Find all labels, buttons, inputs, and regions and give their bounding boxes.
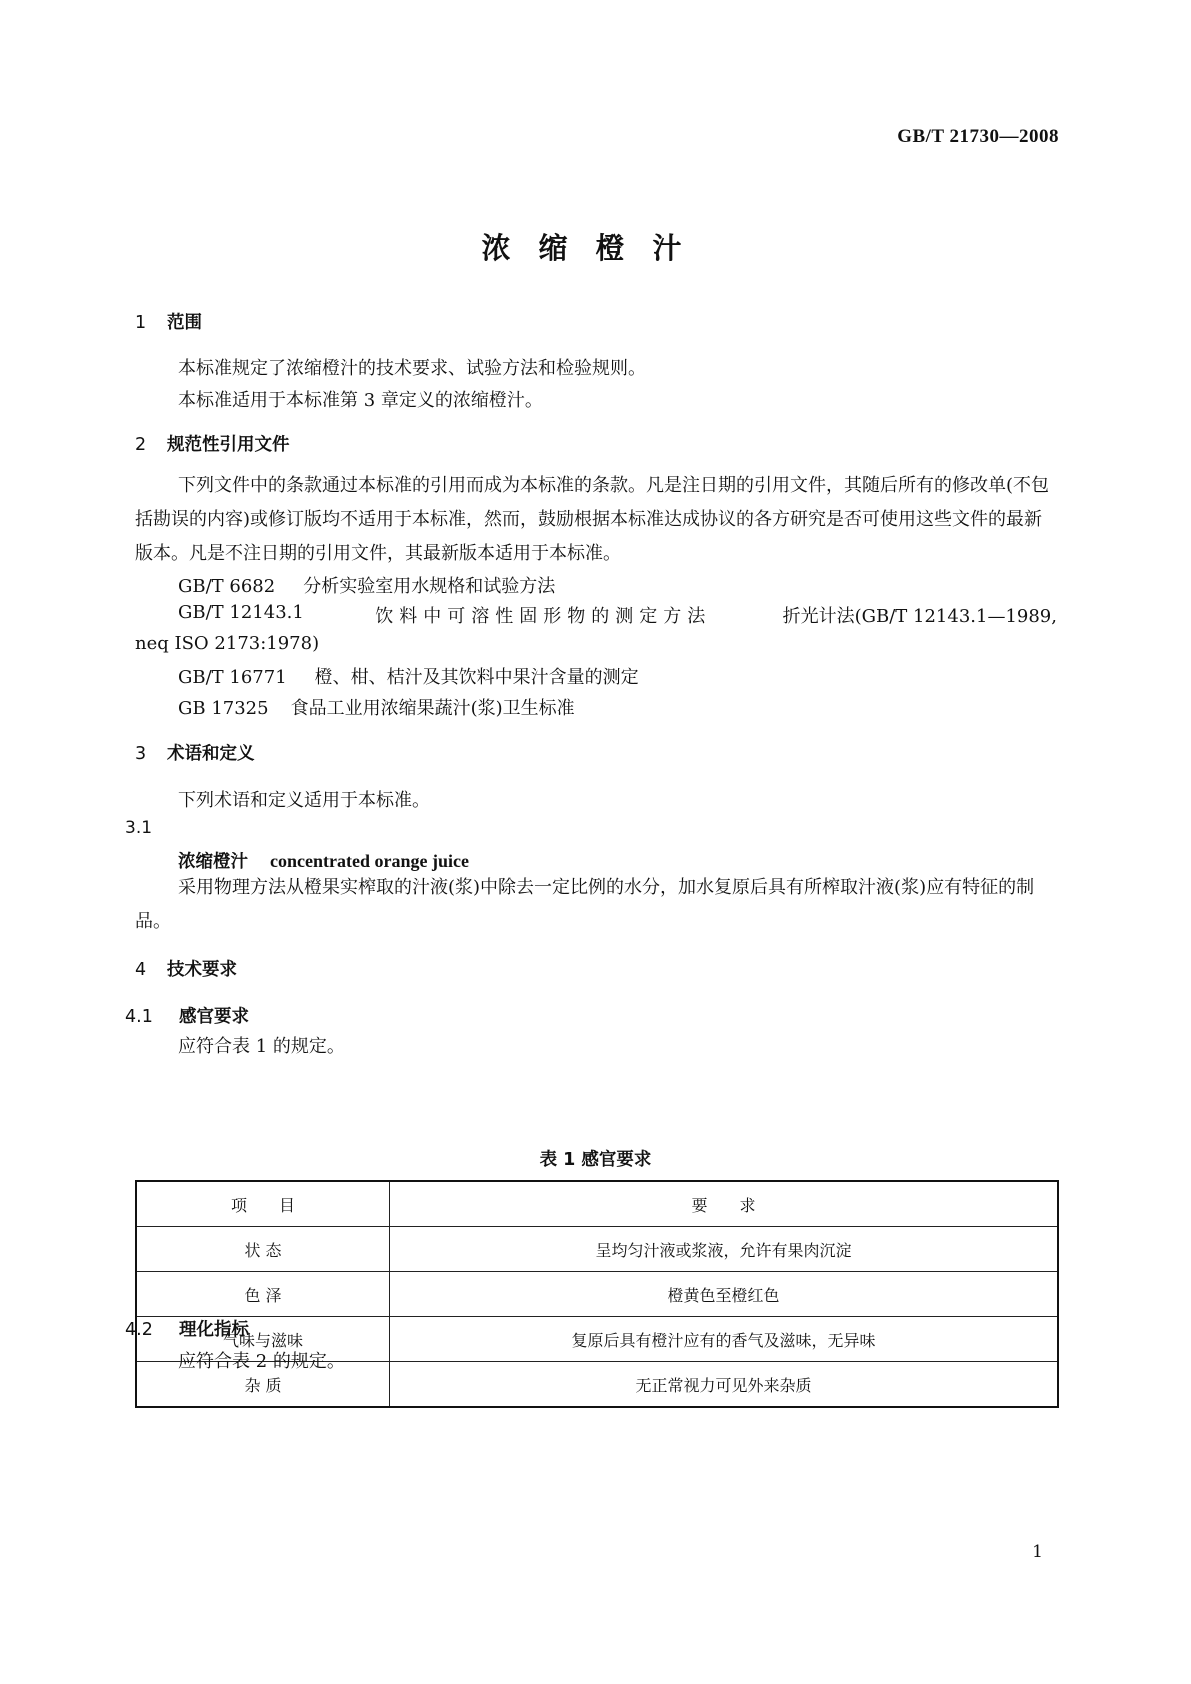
section-4-heading: [135, 956, 237, 981]
section-2-heading: [135, 431, 290, 456]
reference-code: GB/T 12143.1: [178, 602, 304, 623]
subsection-number: 4.2: [125, 1320, 153, 1340]
section-title: 术语和定义: [167, 744, 255, 764]
table-row: [136, 1272, 1058, 1317]
document-title: 浓缩橙汁: [481, 231, 710, 265]
reference-title: 橙、柑、桔汁及其饮料中果汁含量的测定: [314, 667, 639, 688]
table-cell-item: 色 泽: [136, 1272, 390, 1317]
table-cell-item: 杂 质: [136, 1362, 390, 1408]
section-3-heading: [135, 740, 255, 765]
subsection-3-1-number: 3.1: [125, 818, 153, 838]
reference-4: [178, 694, 575, 720]
table-cell-requirement: 复原后具有橙汁应有的香气及滋味，无异味: [390, 1317, 1059, 1362]
reference-1: [178, 572, 555, 598]
section-1-paragraph-1: 本标准规定了浓缩橙汁的技术要求、试验方法和检验规则。: [178, 358, 646, 379]
reference-code: GB 17325: [178, 698, 269, 719]
section-number: 3: [135, 744, 147, 764]
section-number: 4: [135, 960, 147, 980]
section-number: 2: [135, 435, 147, 455]
header-requirement: 要 求: [390, 1181, 1059, 1227]
table-cell-item: 状 态: [136, 1227, 390, 1272]
subsection-number: 4.1: [125, 1007, 153, 1027]
section-title: 规范性引用文件: [167, 435, 290, 455]
reference-title: 分析实验室用水规格和试验方法: [303, 576, 556, 597]
reference-3: [178, 663, 639, 689]
table-cell-item: 气味与滋味: [136, 1317, 390, 1362]
table-header-row: [136, 1181, 1058, 1227]
section-2-intro: 下列文件中的条款通过本标准的引用而成为本标准的条款。凡是注日期的引用文件，其随后所有的修改单(不包括勘误的内容)或修订版均不适用于本标准，然而，鼓励根据本标准达成协议的各方研究是否可使用这些文件的最新版本。凡是不注日期的引用文件，其最新版本适用于本标准。: [135, 475, 1050, 564]
section-title: 范围: [167, 313, 202, 333]
page-number: 1: [1032, 1542, 1043, 1562]
term-definition: 采用物理方法从橙果实榨取的汁液(浆)中除去一定比例的水分，加水复原后具有所榨取汁液(浆)应有特征的制品。: [135, 877, 1035, 932]
table-1-sensory-requirements: [135, 1180, 1059, 1408]
table-row: [136, 1227, 1058, 1272]
section-3-intro: 下列术语和定义适用于本标准。: [178, 790, 430, 811]
subsection-4-1-text: 应符合表 1 的规定。: [178, 1036, 345, 1057]
reference-2-continued: neq ISO 2173:1978): [135, 633, 320, 654]
standard-code: GB/T 21730—2008: [897, 126, 1059, 147]
term-english: concentrated orange juice: [270, 851, 469, 871]
table-1-caption: 表 1 感官要求: [539, 1150, 652, 1170]
subsection-4-2-heading: [125, 1316, 249, 1341]
subsection-title: 理化指标: [179, 1320, 249, 1340]
term-chinese: 浓缩橙汁: [178, 852, 248, 872]
section-title: 技术要求: [167, 960, 237, 980]
reference-2: [178, 602, 1057, 628]
section-number: 1: [135, 313, 147, 333]
header-item: 项 目: [136, 1181, 390, 1227]
table-cell-requirement: 无正常视力可见外来杂质: [390, 1362, 1059, 1408]
reference-code: GB/T 6682: [178, 576, 276, 597]
subsection-4-1-heading: [125, 1003, 249, 1028]
reference-code: GB/T 16771: [178, 667, 287, 688]
table-cell-requirement: 橙黄色至橙红色: [390, 1272, 1059, 1317]
subsection-4-2-text: 应符合表 2 的规定。: [178, 1351, 345, 1372]
section-1-heading: [135, 309, 202, 334]
subsection-title: 感官要求: [179, 1007, 249, 1027]
table-cell-requirement: 呈均匀汁液或浆液，允许有果肉沉淀: [390, 1227, 1059, 1272]
reference-tail: 折光计法(GB/T 12143.1—1989,: [782, 606, 1057, 627]
term-entry: [178, 848, 469, 873]
reference-title: 饮料中可溶性固形物的测定方法: [375, 606, 712, 627]
reference-title: 食品工业用浓缩果蔬汁(浆)卫生标准: [290, 698, 575, 719]
section-1-paragraph-2: 本标准适用于本标准第 3 章定义的浓缩橙汁。: [178, 390, 543, 411]
